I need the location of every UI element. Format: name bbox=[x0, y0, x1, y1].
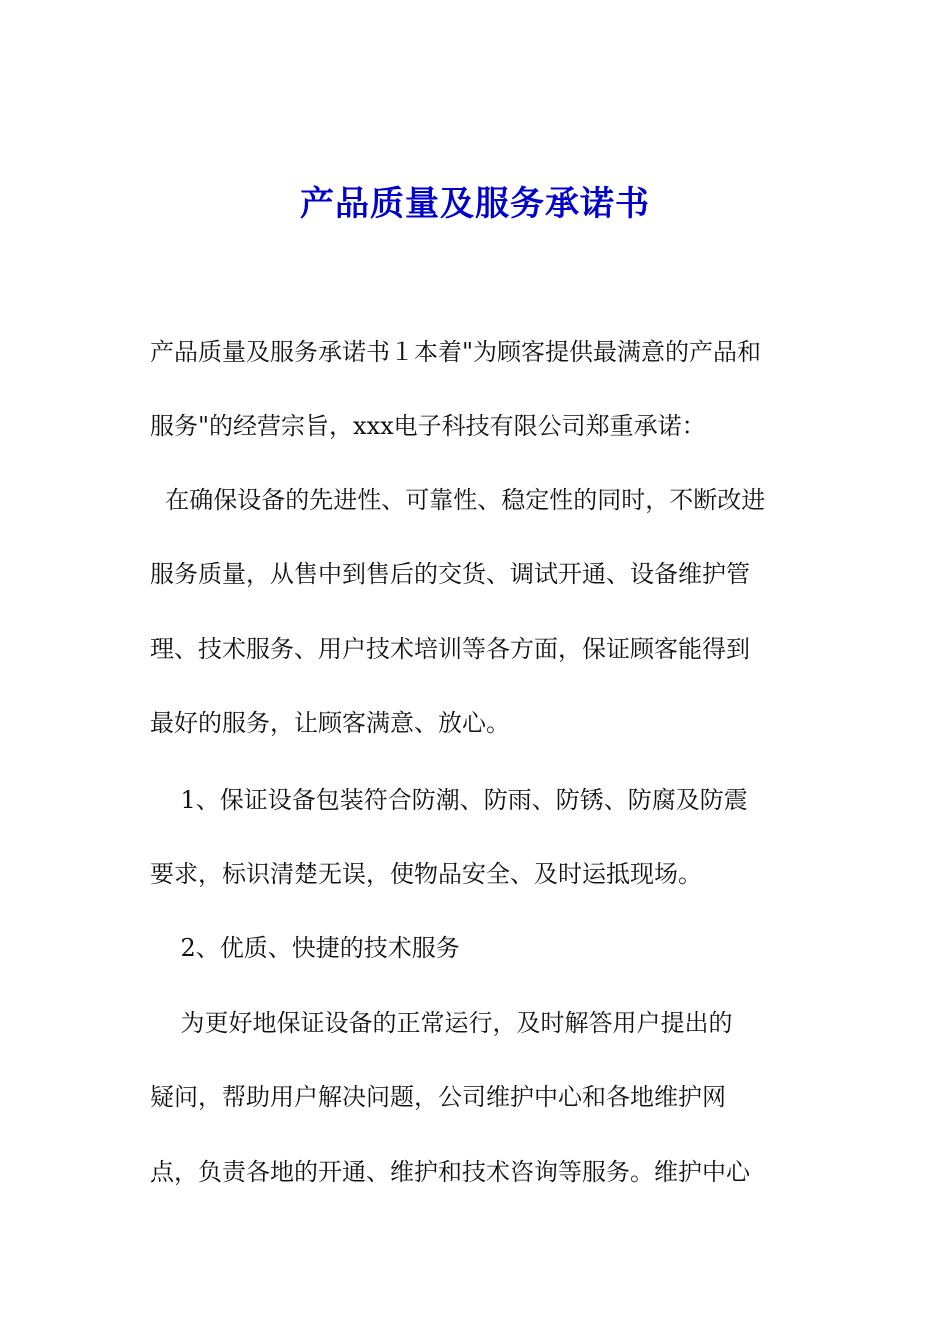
body-line: 要求，标识清楚无误，使物品安全、及时运抵现场。 bbox=[150, 860, 702, 888]
body-line: 1、保证设备包装符合防潮、防雨、防锈、防腐及防震 bbox=[150, 786, 748, 814]
body-line: 疑问，帮助用户解决问题，公司维护中心和各地维护网 bbox=[150, 1083, 726, 1111]
body-line: 在确保设备的先进性、可靠性、稳定性的同时，不断改进 bbox=[150, 486, 766, 514]
body-line: 产品质量及服务承诺书１本着"为顾客提供最满意的产品和 bbox=[150, 338, 762, 366]
body-line: 服务质量，从售中到售后的交货、调试开通、设备维护管 bbox=[150, 560, 750, 588]
body-line: 点，负责各地的开通、维护和技术咨询等服务。维护中心 bbox=[150, 1158, 750, 1186]
body-line: 2、优质、快捷的技术服务 bbox=[150, 934, 460, 962]
body-line: 为更好地保证设备的正常运行，及时解答用户提出的 bbox=[150, 1009, 733, 1037]
body-line: 最好的服务，让顾客满意、放心。 bbox=[150, 709, 510, 737]
body-line: 理、技术服务、用户技术培训等各方面，保证顾客能得到 bbox=[150, 635, 750, 663]
body-line: 服务"的经营宗旨，xxx电子科技有限公司郑重承诺： bbox=[150, 412, 706, 440]
document-title: 产品质量及服务承诺书 bbox=[300, 184, 650, 224]
